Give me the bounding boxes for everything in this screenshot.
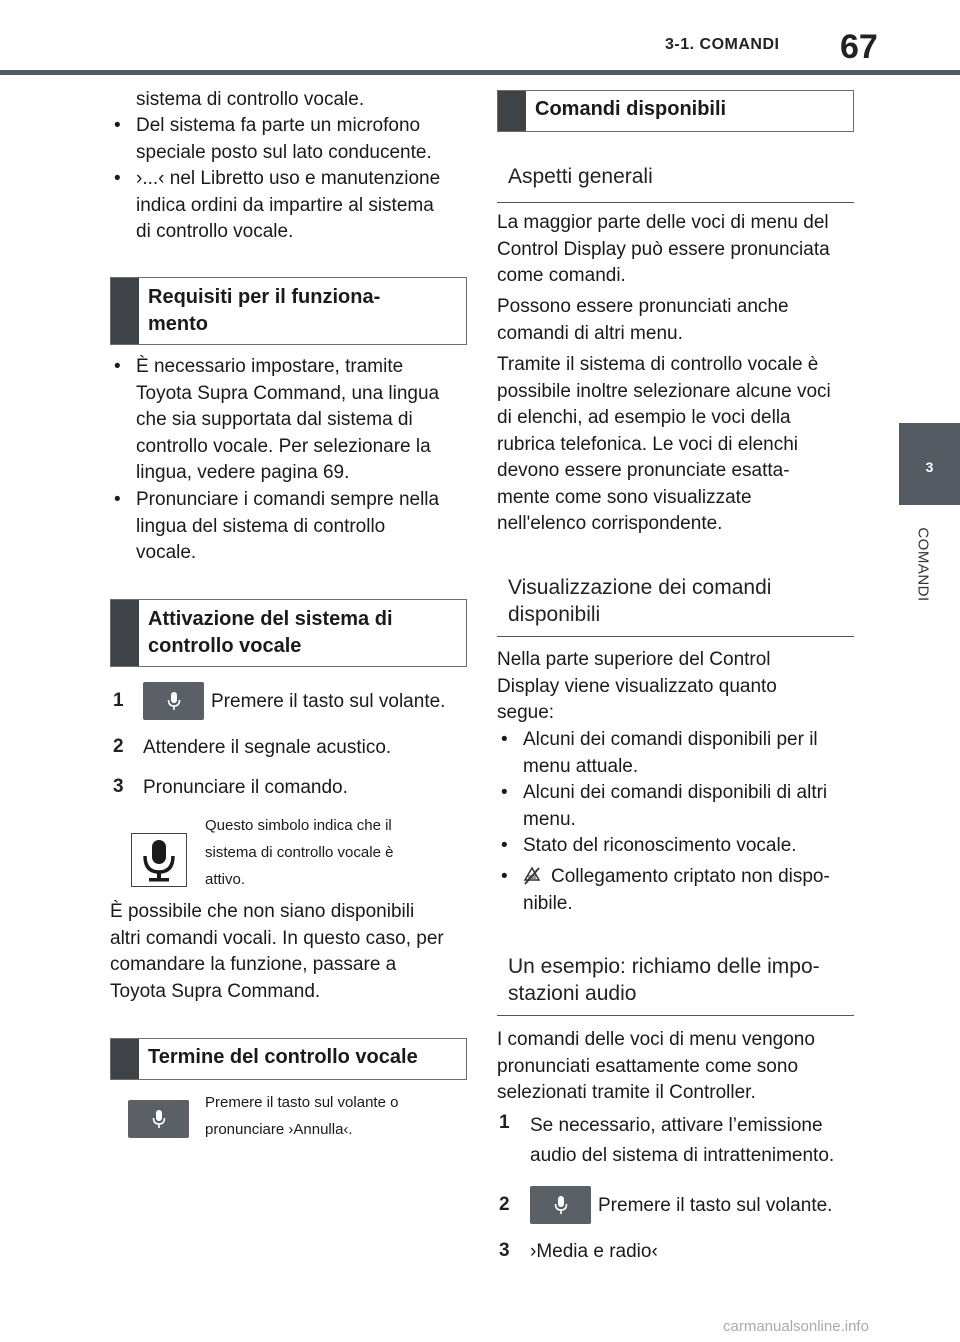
paragraph: È possibile che non siano disponibili altri comandi vocali. In questo caso, per comandare la funzione, passare a Toyota Supra Command. [110,901,444,1002]
heading-text: Requisiti per il funziona- mento [148,286,381,335]
voice-active-symbol [131,833,187,887]
bullet-marker: • [501,729,508,750]
heading-requisiti [110,277,467,345]
microphone-icon [167,691,181,711]
list-item: Alcuni dei comandi disponibili per il menu attuale. [523,729,818,777]
termine-note: Premere il tasto sul volante o pronunciare ›Annulla‹. [205,1094,399,1138]
chapter-number: 3 [925,459,934,475]
steering-mic-button [128,1100,189,1138]
step-number: 1 [499,1112,510,1133]
list-item: Alcuni dei comandi disponibili di altri menu. [523,782,828,830]
list-item-continuation: nibile. [523,893,573,914]
bullet-marker: • [501,866,508,887]
subheading: Un esempio: richiamo delle impo- stazioni audio [497,953,854,1016]
section-title: 3-1. COMANDI [665,36,780,53]
chapter-tab [899,423,960,505]
step-text: Attendere il segnale acustico. [143,737,392,758]
heading-bar [498,91,526,131]
list-item: Stato del riconoscimento vocale. [523,835,797,856]
paragraph: Possono essere pronunciati anche comandi di altri menu. [497,296,789,344]
steering-mic-button [143,682,204,720]
step-number: 1 [113,690,124,711]
microphone-icon [132,834,186,886]
heading-text: Attivazione del sistema di controllo vocale [148,608,393,657]
steering-mic-button [530,1186,591,1224]
chapter-label [905,518,935,618]
bullet-marker: • [114,115,121,136]
paragraph: La maggior parte delle voci di menu del Control Display può essere pronunciata come comandi. [497,212,830,286]
step-number: 3 [499,1240,510,1261]
bullet-marker: • [501,835,508,856]
intro-bullet-2: ›...‹ nel Libretto uso e manutenzione indica ordini da impartire al sistema di controllo vocale. [136,168,441,242]
heading-attivazione [110,599,467,667]
intro-line: sistema di controllo vocale. [136,89,365,110]
mic-note: Questo simbolo indica che il sistema di controllo vocale è attivo. [205,817,394,888]
chapter-label-text: COMANDI [914,527,932,602]
heading-termine [110,1038,467,1080]
bullet-marker: • [114,489,121,510]
step-text: Se necessario, attivare l’emissione audio del sistema di intrattenimento. [530,1115,835,1166]
step-text: ›Media e radio‹ [530,1241,658,1262]
heading-bar [111,1039,139,1079]
paragraph: Tramite il sistema di controllo vocale è possibile inoltre selezionare alcune voci di elenchi, ad esempio le voci della rubrica telefonica. Le voci di elenchi devono essere pronunciate esatta- mente come sono visualizzate nell'elenco corrispondente. [497,354,831,534]
step-text: Premere il tasto sul volante. [211,691,446,712]
paragraph: Nella parte superiore del Control Display viene visualizzato quanto segue: [497,649,777,723]
step-text: Premere il tasto sul volante. [598,1195,833,1216]
header-rule [0,70,960,75]
heading-text: Termine del controllo vocale [148,1046,418,1068]
subheading: Visualizzazione dei comandi disponibili [497,574,854,637]
microphone-icon [554,1195,568,1215]
unencrypted-connection-icon [521,865,543,887]
paragraph: I comandi delle voci di menu vengono pronunciati esattamente come sono selezionati tramite il Controller. [497,1029,815,1103]
req-bullet-2: Pronunciare i comandi sempre nella lingua del sistema di controllo vocale. [136,489,440,563]
page-number: 67 [840,28,878,66]
watermark: carmanualsonline.info [723,1318,869,1335]
bullet-marker: • [114,356,121,377]
step-number: 2 [113,736,124,757]
heading-bar [111,600,139,666]
step-text: Pronunciare il comando. [143,777,348,798]
heading-bar [111,278,139,344]
heading-comandi [497,90,854,132]
microphone-icon [152,1109,166,1129]
step-number: 3 [113,776,124,797]
req-bullet-1: È necessario impostare, tramite Toyota Supra Command, una lingua che sia supportata dal sistema di controllo vocale. Per selezionare la lingua, vedere pagina 69. [136,356,440,483]
bullet-marker: • [114,168,121,189]
subheading: Aspetti generali [497,163,854,203]
intro-bullet-1: Del sistema fa parte un microfono speciale posto sul lato conducente. [136,115,432,163]
step-number: 2 [499,1194,510,1215]
list-item: Collegamento criptato non dispo- [551,866,830,887]
bullet-marker: • [501,782,508,803]
heading-text: Comandi disponibili [535,98,727,120]
